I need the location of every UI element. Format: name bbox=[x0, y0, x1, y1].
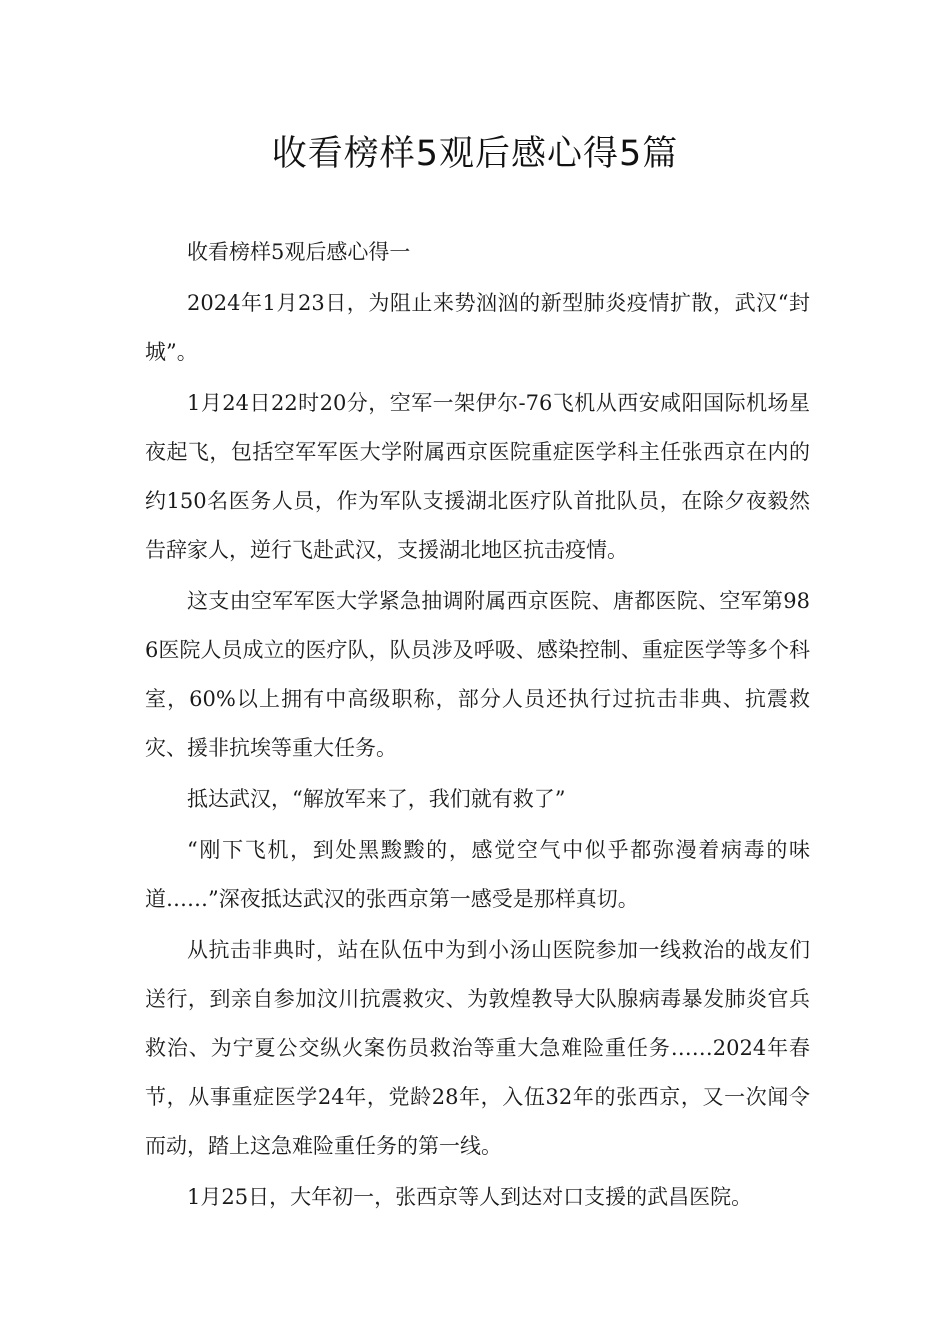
paragraph: 从抗击非典时，站在队伍中为到小汤山医院参加一线救治的战友们送行，到亲自参加汶川抗震救灾、为敦煌教导大队腺病毒暴发肺炎官兵救治、为宁夏公交纵火案伤员救治等重大急难险重任务……2024年春节，从事重症医学24年，党龄28年，入伍32年的张西京，又一次闻令而动，踏上这急难险重任务的第一线。 bbox=[145, 938, 810, 1158]
paragraph: 2024年1月23日，为阻止来势汹汹的新型肺炎疫情扩散，武汉“封城”。 bbox=[145, 291, 810, 364]
document-title: 收看榜样5观后感心得5篇 bbox=[271, 134, 679, 174]
paragraph: “刚下飞机，到处黑黢黢的，感觉空气中似乎都弥漫着病毒的味道……”深夜抵达武汉的张西京第一感受是那样真切。 bbox=[145, 838, 810, 911]
paragraph: 1月24日22时20分，空军一架伊尔-76飞机从西安咸阳国际机场星夜起飞，包括空军军医大学附属西京医院重症医学科主任张西京在内的约150名医务人员，作为军队支援湖北医疗队首批队员，在除夕夜毅然告辞家人，逆行飞赴武汉，支援湖北地区抗击疫情。 bbox=[145, 391, 810, 562]
section-heading: 收看榜样5观后感心得一 bbox=[187, 240, 411, 264]
paragraph: 抵达武汉，“解放军来了，我们就有救了” bbox=[187, 787, 566, 811]
paragraph: 这支由空军军医大学紧急抽调附属西京医院、唐都医院、空军第986医院人员成立的医疗队，队员涉及呼吸、感染控制、重症医学等多个科室，60%以上拥有中高级职称，部分人员还执行过抗击非典、抗震救灾、援非抗埃等重大任务。 bbox=[145, 589, 810, 760]
paragraph: 1月25日，大年初一，张西京等人到达对口支援的武昌医院。 bbox=[187, 1185, 753, 1209]
document-body bbox=[145, 228, 810, 1224]
